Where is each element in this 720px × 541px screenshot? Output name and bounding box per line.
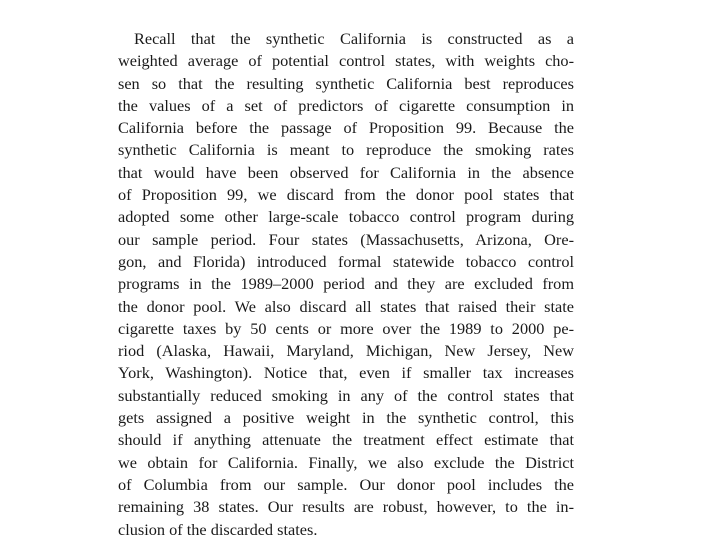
text-line: the values of a set of predictors of cigarette consumption in — [118, 95, 574, 115]
text-line: of Proposition 99, we discard from the donor pool states that — [118, 185, 574, 205]
text-line: programs in the 1989–2000 period and they are excluded from — [118, 274, 574, 294]
text-line: that would have been observed for California in the absence — [118, 162, 574, 182]
text-line: gets assigned a positive weight in the synthetic control, this — [118, 408, 574, 428]
text-line: weighted average of potential control states, with weights cho- — [118, 51, 574, 71]
text-line: gon, and Florida) introduced formal statewide tobacco control — [118, 251, 574, 271]
text-line: clusion of the discarded states. — [118, 519, 318, 539]
text-line: remaining 38 states. Our results are robust, however, to the in- — [118, 497, 574, 517]
text-line: adopted some other large-scale tobacco control program during — [118, 207, 574, 227]
text-line: substantially reduced smoking in any of the control states that — [118, 385, 574, 405]
text-line: our sample period. Four states (Massachusetts, Arizona, Ore- — [118, 229, 574, 249]
text-line: sen so that the resulting synthetic California best reproduces — [118, 73, 574, 93]
text-line: synthetic California is meant to reproduce the smoking rates — [118, 140, 574, 160]
text-line: Recall that the synthetic California is constructed as a — [134, 29, 574, 48]
text-line: of Columbia from our sample. Our donor pool includes the — [118, 474, 574, 494]
text-line: should if anything attenuate the treatment effect estimate that — [118, 430, 574, 450]
text-line: York, Washington). Notice that, even if smaller tax increases — [118, 363, 574, 383]
text-line: the donor pool. We also discard all states that raised their state — [118, 296, 574, 316]
text-line: cigarette taxes by 50 cents or more over the 1989 to 2000 pe- — [118, 318, 574, 338]
text-line: California before the passage of Proposition 99. Because the — [118, 118, 574, 138]
text-line: we obtain for California. Finally, we also exclude the District — [118, 452, 574, 472]
paragraph — [118, 28, 574, 541]
text-line: riod (Alaska, Hawaii, Maryland, Michigan, New Jersey, New — [118, 341, 574, 361]
